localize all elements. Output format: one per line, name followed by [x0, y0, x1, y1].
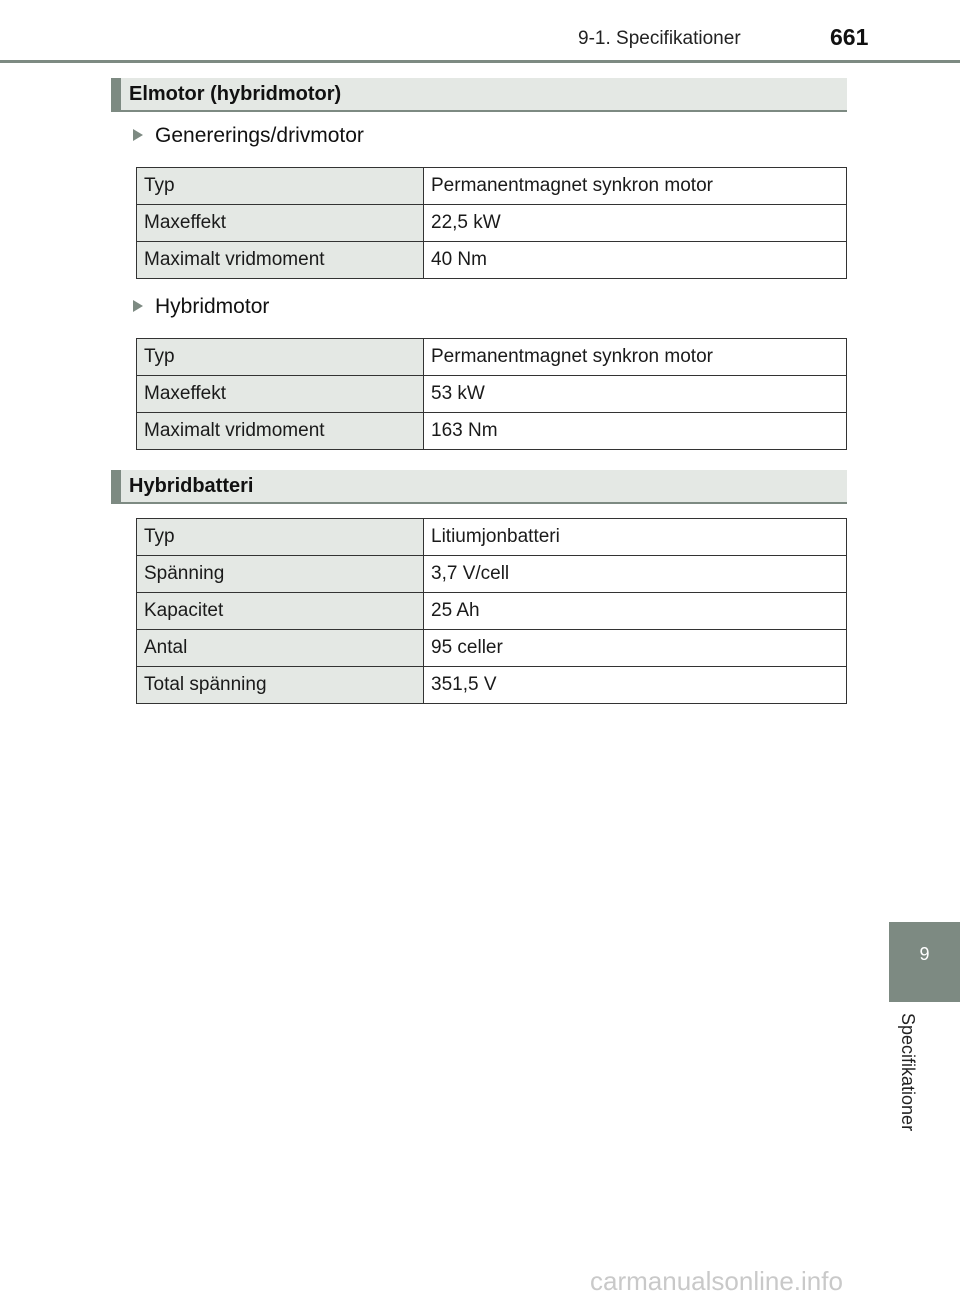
row-label: Maxeffekt: [137, 205, 424, 242]
chapter-label: Specifikationer: [898, 1013, 918, 1132]
row-label: Kapacitet: [137, 593, 424, 630]
row-value: 3,7 V/cell: [424, 556, 847, 593]
chapter-number: 9: [919, 944, 930, 964]
section-heading-bar: [111, 78, 121, 110]
row-value: 25 Ah: [424, 593, 847, 630]
watermark: carmanualsonline.info: [590, 1266, 843, 1296]
section-heading-text: Hybridbatteri: [129, 475, 254, 497]
section-heading-bar: [111, 470, 121, 502]
spec-table-hybridmotor: [136, 338, 847, 450]
table-row: [137, 667, 847, 704]
row-value: 351,5 V: [424, 667, 847, 704]
row-label: Maximalt vridmoment: [137, 413, 424, 450]
spec-table-hybridbatteri: [136, 518, 847, 704]
table-row: [137, 630, 847, 667]
triangle-bullet-icon: [133, 300, 143, 312]
header-rule: [0, 60, 960, 63]
row-label: Typ: [137, 339, 424, 376]
row-label: Total spänning: [137, 667, 424, 704]
row-label: Spänning: [137, 556, 424, 593]
row-value: 95 celler: [424, 630, 847, 667]
row-label: Antal: [137, 630, 424, 667]
table-row: [137, 205, 847, 242]
table-row: [137, 376, 847, 413]
row-value: Permanentmagnet synkron motor: [424, 339, 847, 376]
row-value: 40 Nm: [424, 242, 847, 279]
table-row: [137, 519, 847, 556]
page-number: 661: [830, 24, 869, 50]
subheading-text: Hybridmotor: [155, 295, 270, 318]
spec-table-generering: [136, 167, 847, 279]
subheading-text: Genererings/drivmotor: [155, 124, 364, 147]
section-heading-text: Elmotor (hybridmotor): [129, 83, 342, 105]
subheading-hybridmotor: [133, 295, 269, 319]
table-row: [137, 242, 847, 279]
row-value: Litiumjonbatteri: [424, 519, 847, 556]
table-row: [137, 556, 847, 593]
row-value: 53 kW: [424, 376, 847, 413]
row-label: Maximalt vridmoment: [137, 242, 424, 279]
row-value: Permanentmagnet synkron motor: [424, 168, 847, 205]
section-heading-hybridbatteri: [111, 470, 847, 504]
table-row: [137, 413, 847, 450]
row-label: Typ: [137, 168, 424, 205]
triangle-bullet-icon: [133, 129, 143, 141]
table-row: [137, 339, 847, 376]
row-label: Typ: [137, 519, 424, 556]
row-label: Maxeffekt: [137, 376, 424, 413]
row-value: 163 Nm: [424, 413, 847, 450]
subheading-generering: [133, 124, 364, 148]
table-row: [137, 168, 847, 205]
table-row: [137, 593, 847, 630]
section-heading-elmotor: [111, 78, 847, 112]
row-value: 22,5 kW: [424, 205, 847, 242]
header-section-title: 9-1. Specifikationer: [578, 28, 741, 49]
page-header: [0, 0, 960, 62]
chapter-tab: [889, 922, 960, 1002]
